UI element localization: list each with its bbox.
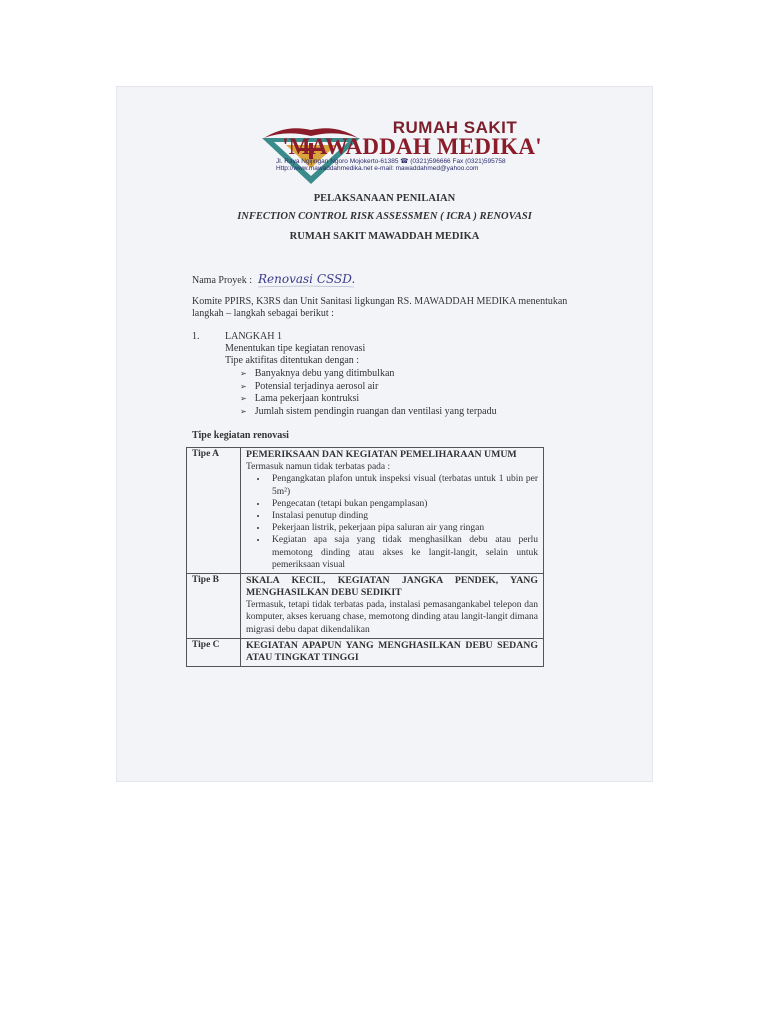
desc-cell bbox=[241, 448, 544, 574]
project-handwritten: Renovasi CSSD. bbox=[258, 272, 356, 286]
list-item: • Pengecatan (tetapi bukan pengamplasan) bbox=[268, 498, 538, 510]
doc-title: PELAKSANAAN PENILAIAN bbox=[313, 193, 456, 204]
step-desc-1: Menentukan tipe kegiatan renovasi bbox=[225, 343, 366, 354]
list-item: ➢ Jumlah sistem pendingin ruangan dan ventilasi yang terpadu bbox=[240, 406, 497, 419]
type-body: Termasuk, tetapi tidak terbatas pada, instalasi pemasangankabel telepon dan komputer, akses keruang chase, memotong dinding atau langit-langit dimana migrasi debu dapat dikendalikan bbox=[246, 599, 538, 635]
hospital-address: Jl. Raya Ngijingan Ngoro Mojokerto-61385 ☎ (0321)596666 Fax (0321)595758 bbox=[276, 158, 506, 165]
list-item: ➢ Lama pekerjaan kontruksi bbox=[240, 393, 497, 406]
hospital-web: Http://www.mawaddahmedika.net e-mail: mawaddahmed@yahoo.com bbox=[276, 165, 479, 172]
table-row bbox=[187, 448, 544, 574]
step-number: 1. bbox=[192, 331, 200, 342]
handwriting-underline bbox=[256, 285, 356, 289]
table-row bbox=[187, 573, 544, 638]
section-title: Tipe kegiatan renovasi bbox=[192, 430, 289, 441]
hospital-name: 'MAWADDAH MEDIKA' bbox=[282, 134, 542, 159]
desc-cell bbox=[241, 638, 544, 666]
list-item: • Pengangkatan plafon untuk inspeksi visual (terbatas untuk 1 ubin per 5m²) bbox=[268, 473, 538, 497]
type-heading: KEGIATAN APAPUN YANG MENGHASILKAN DEBU SEDANG ATAU TINGKAT TINGGI bbox=[246, 639, 538, 663]
hospital-label: RUMAH SAKIT bbox=[392, 118, 518, 137]
type-heading: PEMERIKSAAN DAN KEGIATAN PEMELIHARAAN UMUM bbox=[246, 449, 517, 460]
intro-line-2: langkah – langkah sebagai berikut : bbox=[192, 308, 334, 319]
list-item: • Pekerjaan listrik, pekerjaan pipa saluran air yang ringan bbox=[268, 522, 538, 534]
step-criteria-list bbox=[240, 368, 497, 418]
list-item: • Instalasi penutup dinding bbox=[268, 510, 538, 522]
type-cell: Tipe B bbox=[187, 573, 241, 638]
project-label: Nama Proyek : bbox=[192, 275, 252, 286]
type-cell: Tipe A bbox=[187, 448, 241, 574]
type-cell: Tipe C bbox=[187, 638, 241, 666]
type-intro: Termasuk namun tidak terbatas pada : bbox=[246, 462, 391, 472]
type-heading: SKALA KECIL, KEGIATAN JANGKA PENDEK, YANG MENGHASILKAN DEBU SEDIKIT bbox=[246, 574, 538, 598]
list-item: ➢ Banyaknya debu yang ditimbulkan bbox=[240, 368, 497, 381]
type-bullets bbox=[246, 473, 538, 571]
desc-cell bbox=[241, 573, 544, 638]
table-row bbox=[187, 638, 544, 666]
doc-institution: RUMAH SAKIT MAWADDAH MEDIKA bbox=[289, 231, 480, 242]
list-item: ➢ Potensial terjadinya aerosol air bbox=[240, 381, 497, 394]
list-item: • Kegiatan apa saja yang tidak menghasilkan debu atau perlu memotong dinding atau akses ke langit-langit, selain untuk pemeriksaan visual bbox=[268, 534, 538, 571]
doc-subtitle: INFECTION CONTROL RISK ASSESSMEN ( ICRA ) RENOVASI bbox=[237, 211, 532, 222]
step-desc-2: Tipe aktifitas ditentukan dengan : bbox=[225, 355, 360, 366]
step-title: LANGKAH 1 bbox=[225, 331, 282, 342]
renovation-type-table bbox=[186, 447, 544, 667]
intro-line-1: Komite PPIRS, K3RS dan Unit Sanitasi ligkungan RS. MAWADDAH MEDIKA menentukan bbox=[192, 296, 568, 307]
